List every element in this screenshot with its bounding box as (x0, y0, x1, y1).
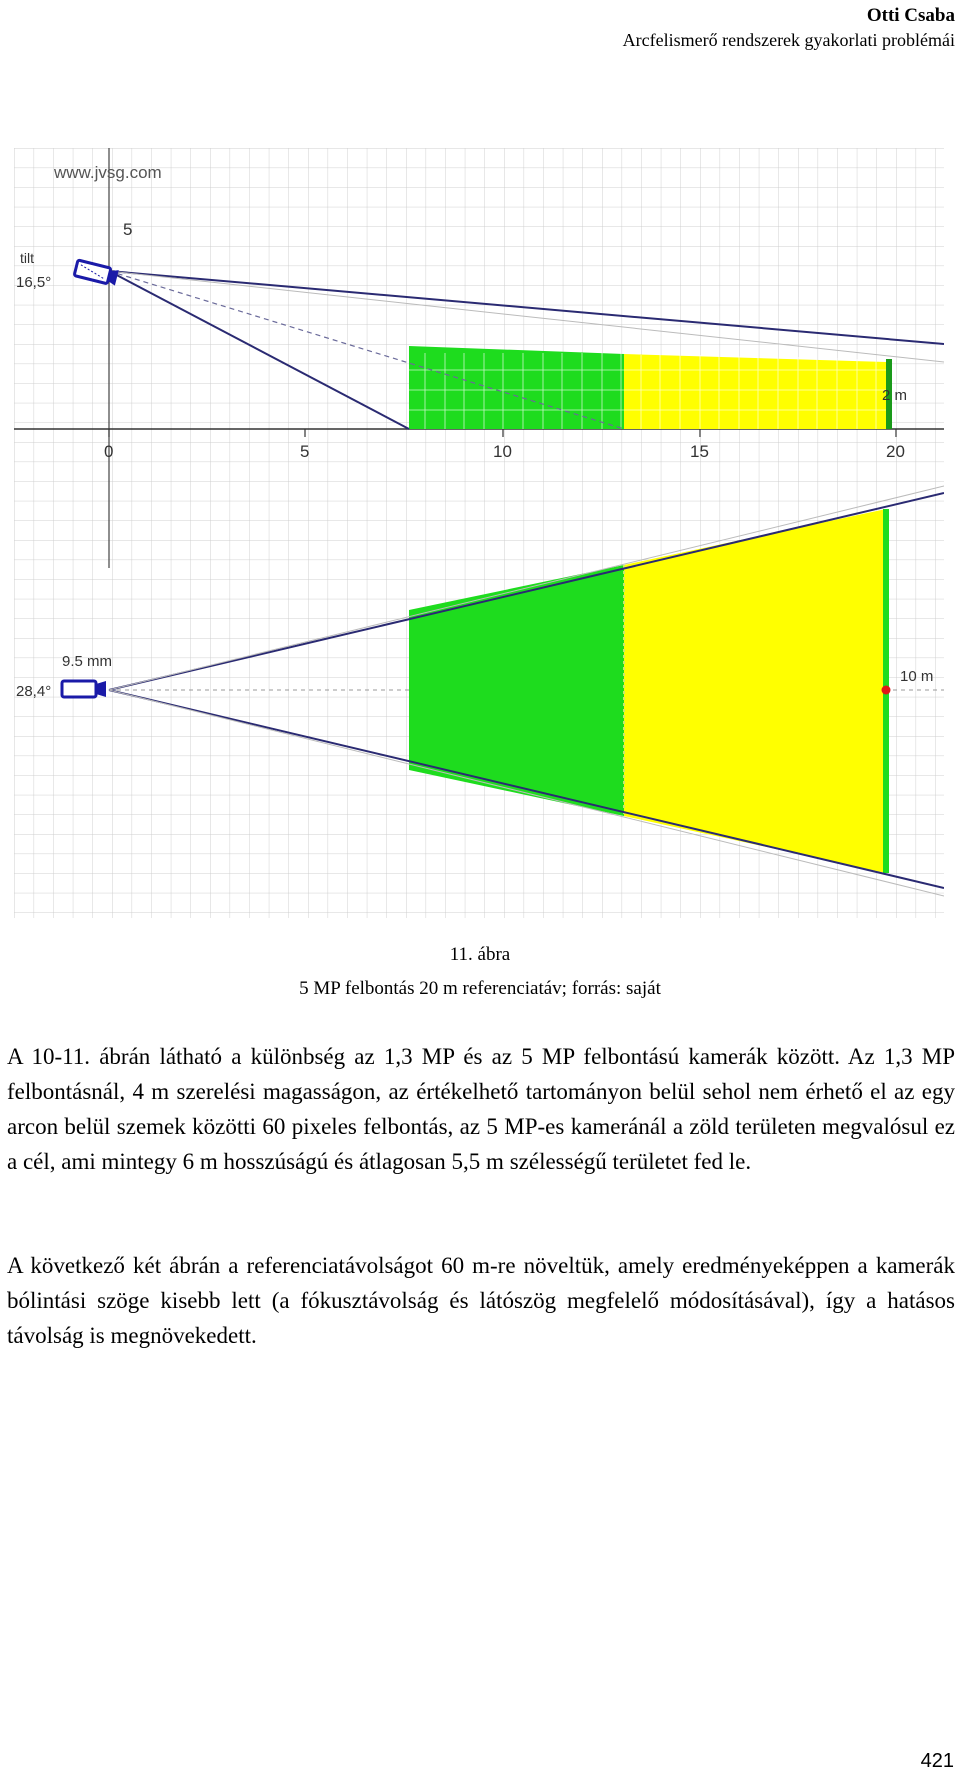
side-yellow-zone (624, 354, 886, 429)
author-name: Otti Csaba (866, 5, 955, 26)
tick-label: 20 (886, 442, 905, 461)
figure-caption: 5 MP felbontás 20 m referenciatáv; forrás: saját (299, 978, 661, 999)
figure-11 (14, 148, 944, 918)
tick-label: 15 (690, 442, 709, 461)
angle-label: 28,4° (16, 683, 52, 700)
tick-label: 0 (104, 442, 114, 461)
tilt-value: 16,5° (16, 274, 52, 291)
camera-coverage-diagram (14, 148, 944, 918)
top-yellow-zone (624, 509, 886, 873)
tick-label: 5 (300, 442, 310, 461)
running-title: Arcfelismerő rendszerek gyakorlati problémái (622, 30, 955, 50)
target-center-point (882, 686, 891, 695)
figure-number: 11. ábra (449, 944, 511, 965)
height-label: 5 (123, 220, 133, 239)
tilt-label: tilt (20, 250, 34, 266)
focal-length-label: 9.5 mm (62, 653, 113, 670)
body-paragraph: A 10-11. ábrán látható a különbség az 1,3 MP és az 5 MP felbontású kamerák között. Az 1,3 MP felbontásnál, 4 m szerelési magasságon, az értékelhető tartományon belül sehol nem érhető el az egy arcon belül szemek közötti 60 pixeles felbontás, az 5 MP-es kameránál a zöld területen megvalósul ez a cél, ami mintegy 6 m hosszúságú és átlagosan 5,5 m szélességű területet fed le. (7, 1044, 955, 1174)
target-width-label: 10 m (900, 668, 934, 685)
watermark: www.jvsg.com (54, 163, 162, 182)
page-number: 421 (920, 1750, 954, 1772)
target-height-label: 2 m (882, 387, 908, 404)
top-camera-icon (62, 681, 106, 697)
tick-label: 10 (493, 442, 512, 461)
page-header (623, 4, 955, 52)
side-green-zone (409, 346, 624, 429)
body-paragraph: A következő két ábrán a referenciatávolságot 60 m-re növeltük, amely eredményeképpen a kamerák bólintási szöge kisebb lett (a fókusztávolság és látószög megfelelő módosításával), így a hatásos távolság is megnövekedett. (7, 1253, 955, 1348)
